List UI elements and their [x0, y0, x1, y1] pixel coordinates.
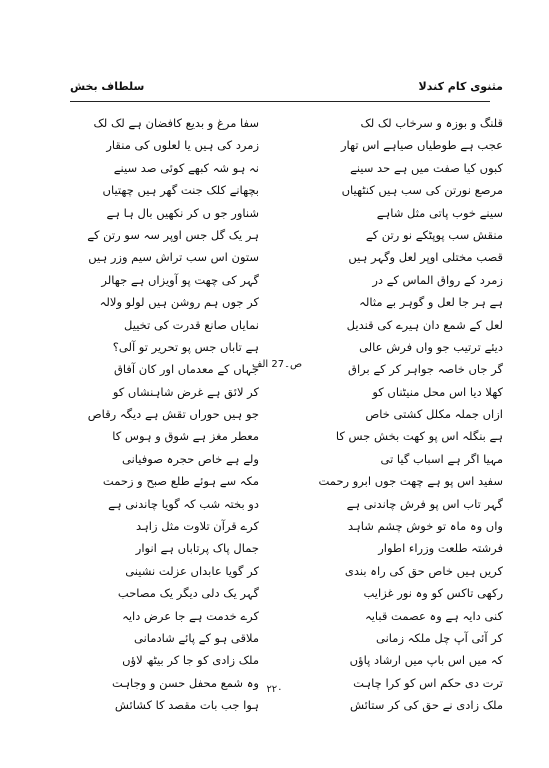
verse-line: سفا مرغ و بدیع کافضان ہے لک لک [93, 116, 259, 130]
verse-line: ملک زادی نے حق کی کر ستائش [349, 698, 503, 713]
verse-line: مہیا اگر ہے اسباب گیا تی [380, 451, 503, 466]
verse-line: کر گویا عابداں عزلت نشینی [125, 563, 259, 578]
verse-line: کرے قرآن تلاوت مثل زاہد [136, 519, 259, 534]
verse-line: کھلا دیا اس محل منیٹناں کو [372, 384, 503, 399]
verse-line: ولے ہے خاص حجرہ صوفیانی [122, 451, 259, 466]
verse-line: ہر یک گل جس اوپر سہ سو رتن کے [87, 227, 259, 242]
verse-line: وہ شمع محفل حسن و وجاہت [112, 675, 259, 690]
verse-line: کر آئی آپ چل ملکہ زمانی [376, 630, 503, 645]
verse-line: ہے ہر جا لعل و گوہر بے مثالہ [359, 295, 503, 310]
verse-line: عجب ہے طوطیاں صیاہے اس تھار [340, 138, 503, 153]
verse-line: فرشتہ طلعت وزراء اطوار [378, 541, 503, 556]
verse-line: سفید اس پو ہے چھت جوں ابرو رحمت [318, 474, 503, 489]
verse-line: شناور جو ں کر نکھیں بال ہا ہے [106, 205, 259, 220]
left-verse-column [49, 112, 259, 717]
verse-line: منقش سب پوپٹکے نو رتن کے [365, 227, 503, 242]
verse-line: ملک زادی کو جا کر بیٹھ لاؤں [122, 653, 259, 668]
verse-line: کریں ہیں خاص حق کی راہ بندی [344, 563, 503, 578]
verse-line: ترت دی حکم اس کو کرا چاہت [353, 675, 503, 690]
verse-line: ستون اس سب تراش سیم وزر ہیں [88, 250, 259, 265]
running-author: سلطاف بخش [70, 80, 145, 93]
verse-line: بچھانے کلک جنت گھر ہیں چھتیاں [102, 183, 259, 198]
header-rule [70, 101, 490, 102]
verse-line: قلنگ و بوزہ و سرخاب لک لک [360, 116, 503, 130]
verse-line: گہر کی چھت پو آویزاں ہے جھالر [101, 272, 259, 287]
verse-line: ہے تاباں جس پو تحریر تو آلی؟ [112, 339, 259, 354]
verse-line: ہے بنگلہ اس پو کھت بخش جس کا [335, 429, 503, 444]
verse-line: زمرد کی ہیں یا لعلوں کی منقار [106, 138, 259, 153]
verse-line: کبوں کیا صفت میں ہے حد سینے [350, 160, 503, 175]
verse-line: واں وہ ماہ تو خوش چشم شاہد [348, 519, 503, 534]
verse-line: گر جاں خاصہ جواہر کر کے براق [348, 362, 503, 377]
right-verse-column [293, 112, 503, 717]
verse-line: رکھی تاکس کو وہ نور غزایب [363, 586, 503, 601]
verse-line: مرصع نورتن کی سب ہیں کنٹھیاں [341, 183, 503, 198]
verse-line: ازاں جملہ مکلل کشتی خاص [365, 407, 503, 422]
verse-line: کر جوں ہم روشن ہیں لولو ولالہ [99, 295, 259, 310]
verse-line: کرے خدمت ہے جا عرض دایہ [122, 608, 259, 623]
verse-line: لعل کے شمع دان ہیرے کی قندیل [346, 317, 503, 332]
verse-line: جمال پاک پرتاباں ہے انوار [135, 541, 259, 556]
verse-line: سینے خوب پاتی مثل شاہے [376, 205, 503, 220]
verse-line: کر لائق ہے غرض شاہنشاں کو [112, 384, 259, 399]
verse-line: نہ ہو شہ کبھے کوئی صد سینے [113, 160, 259, 175]
verse-line: کنی دایہ ہے وہ عصمت قبایہ [364, 608, 503, 623]
page-number: ۲۲۰ [266, 684, 283, 695]
running-title: مثنوی کام کندلا [418, 80, 503, 93]
verse-line: قصب مختلی اوپر لعل وگہر ہیں [348, 250, 503, 265]
verse-line: گہر یک دلی دیگر یک مصاحب [117, 586, 259, 601]
verse-line: دو بختہ شب کہ گویا چاندنی ہے [108, 496, 259, 511]
margin-folio-note: ص۔27 الف [252, 359, 303, 370]
verse-line: جہاں کے معدماں اور کان آفاق [114, 362, 259, 377]
verse-line: زمرد کے رواق الماس کے در [372, 272, 503, 287]
verse-line: کہ میں اس باپ میں ارشاد پاؤں [349, 653, 503, 668]
verse-line: ہوا جب بات مقصد کا کشائش [114, 698, 259, 713]
verse-line: ملاقی ہو کے پائے شادمانی [134, 630, 259, 645]
verse-line: مکہ سے ہوئے طلع صبح و زحمت [102, 474, 259, 489]
verse-line: جو ہیں حوراں تقش ہے دیگہ رقاص [87, 407, 259, 422]
verse-line: گہر تاب اس پو فرش چاندنی ہے [346, 496, 503, 511]
verse-line: دیئے ترتیب جو واں فرش عالی [359, 339, 503, 354]
verse-line: نمایاں صانع قدرت کی تخییل [124, 317, 259, 332]
verse-line: معطر مغز ہے شوق و ہوس کا [112, 429, 259, 444]
